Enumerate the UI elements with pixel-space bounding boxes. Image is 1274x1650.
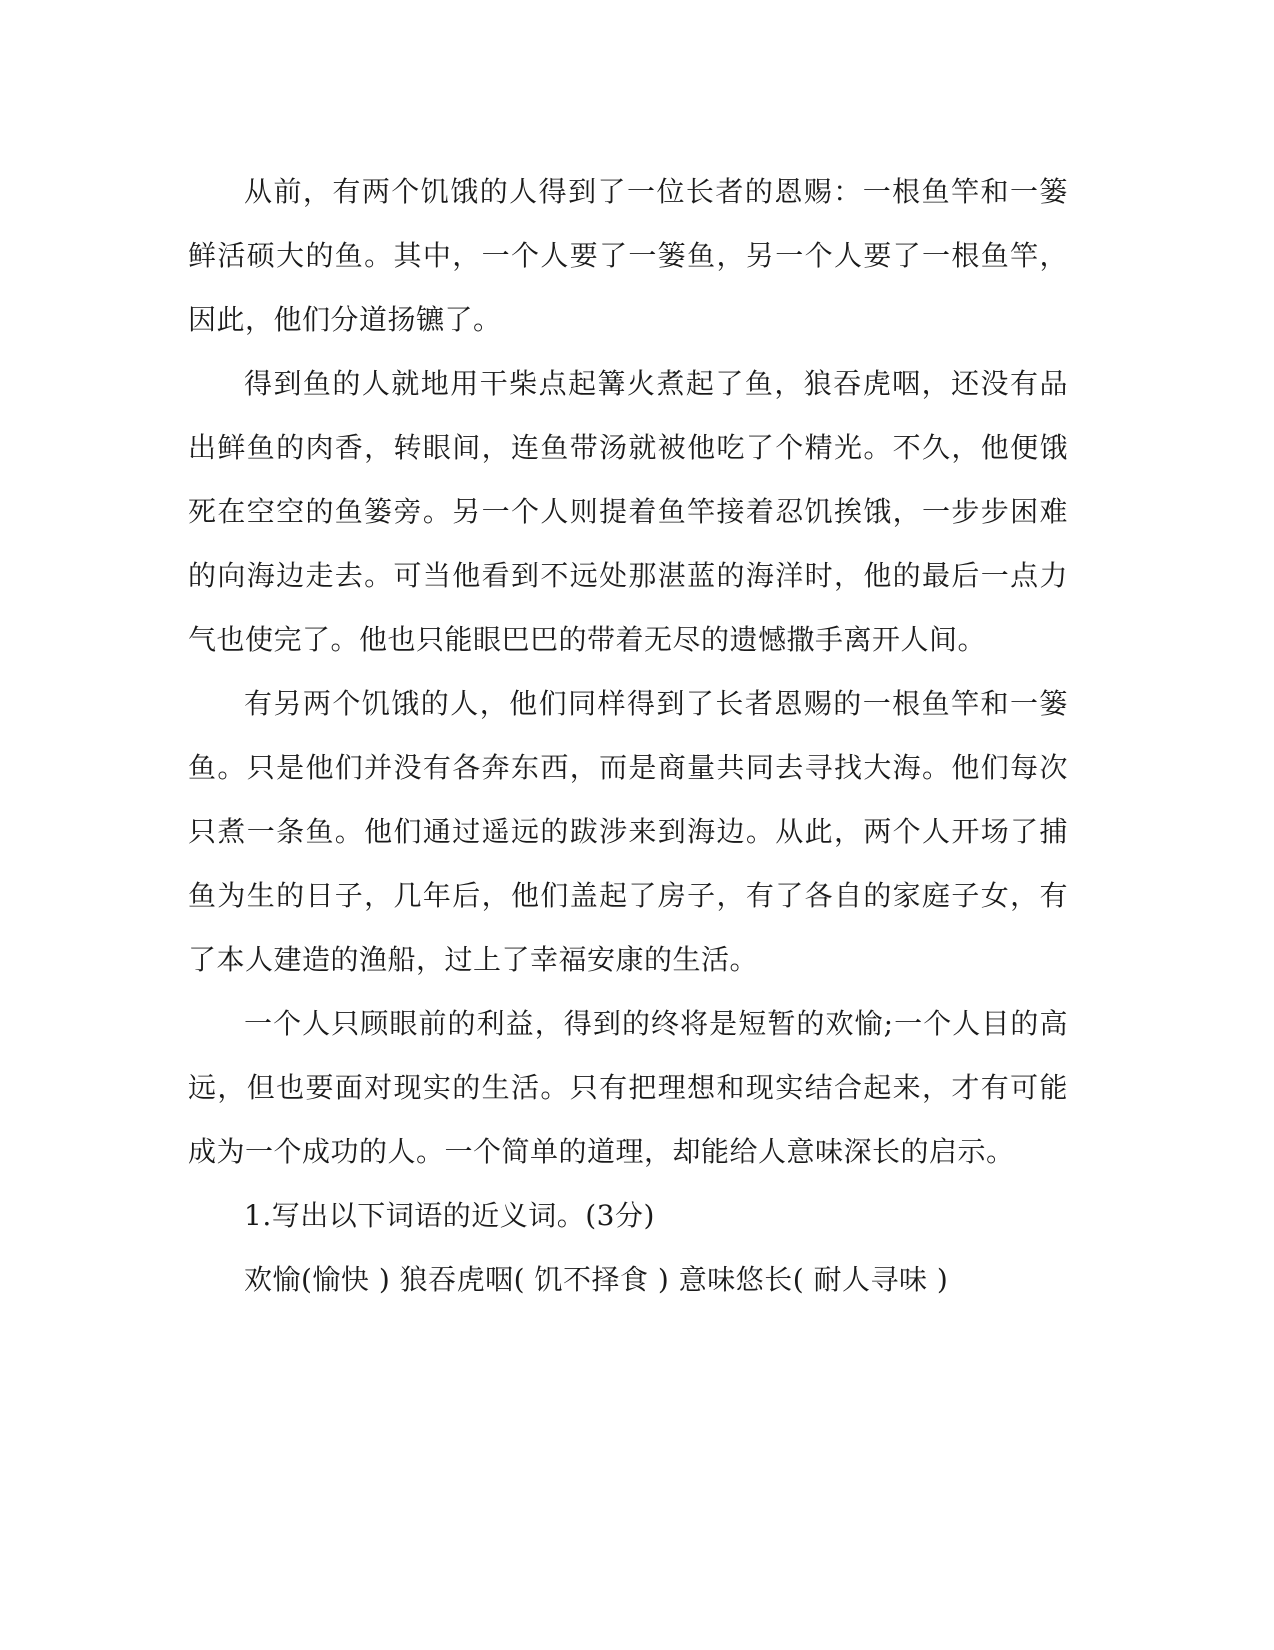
paragraph-3: 有另两个饥饿的人，他们同样得到了长者恩赐的一根鱼竿和一篓鱼。只是他们并没有各奔东西，而是商量共同去寻找大海。他们每次只煮一条鱼。他们通过遥远的跋涉来到海边。从此，两个人开场了捕鱼为生的日子，几年后，他们盖起了房子，有了各自的家庭子女，有了本人建造的渔船，过上了幸福安康的生活。 <box>188 687 1068 976</box>
answer-line: 欢愉(愉快 ) 狼吞虎咽( 饥不择食 ) 意味悠长( 耐人寻味 ) <box>244 1263 949 1296</box>
paragraph-2: 得到鱼的人就地用干柴点起篝火煮起了鱼，狼吞虎咽，还没有品出鲜鱼的肉香，转眼间，连鱼带汤就被他吃了个精光。不久，他便饿死在空空的鱼篓旁。另一个人则提着鱼竿接着忍饥挨饿，一步步困难的向海边走去。可当他看到不远处那湛蓝的海洋时，他的最后一点力气也使完了。他也只能眼巴巴的带着无尽的遗憾撒手离开人间。 <box>188 367 1068 656</box>
paragraph-1: 从前，有两个饥饿的人得到了一位长者的恩赐：一根鱼竿和一篓鲜活硕大的鱼。其中，一个人要了一篓鱼，另一个人要了一根鱼竿，因此，他们分道扬镳了。 <box>188 175 1068 336</box>
document-body <box>188 160 1068 1312</box>
question-line: 1.写出以下词语的近义词。(3分) <box>244 1199 655 1232</box>
paragraph-4: 一个人只顾眼前的利益，得到的终将是短暂的欢愉;一个人目的高远，但也要面对现实的生活。只有把理想和现实结合起来，才有可能成为一个成功的人。一个简单的道理，却能给人意味深长的启示。 <box>188 1007 1068 1168</box>
